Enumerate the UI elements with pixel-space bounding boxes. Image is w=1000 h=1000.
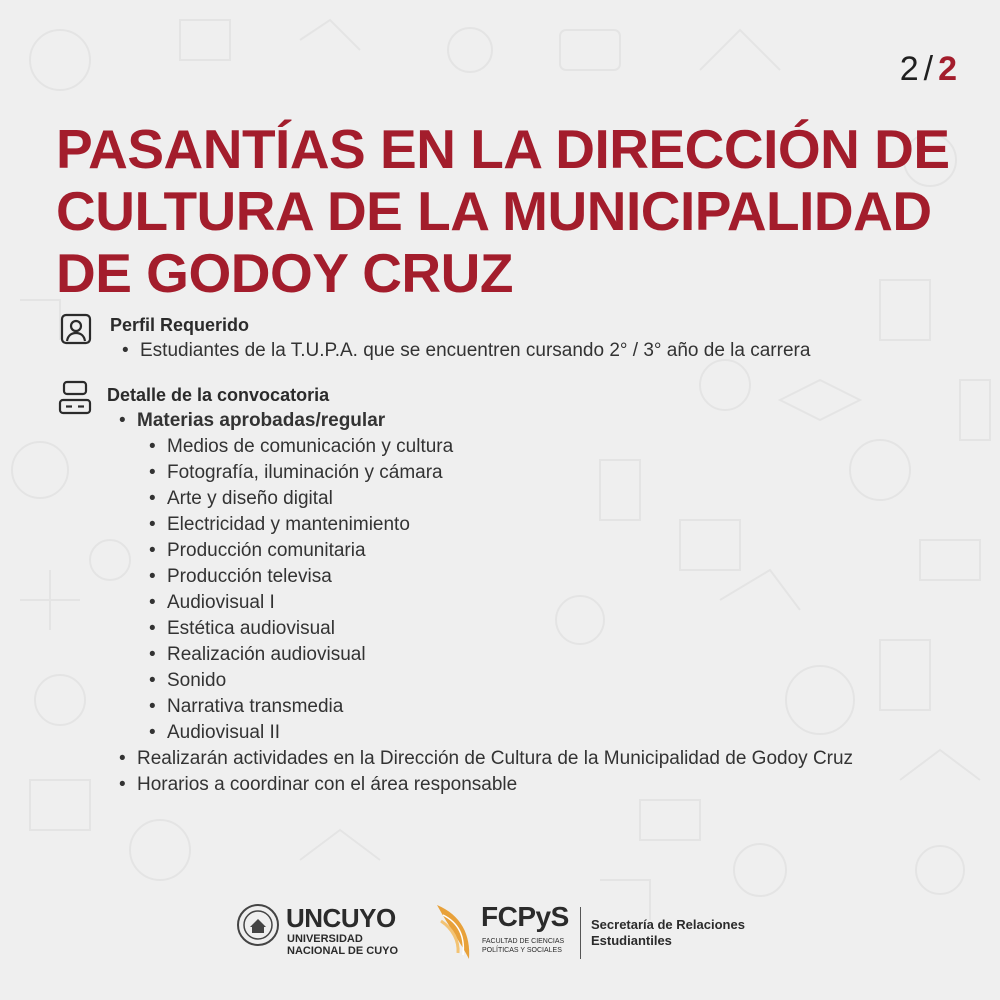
subject-item: • Realización audiovisual xyxy=(167,642,897,668)
uncuyo-subtitle: UNIVERSIDAD NACIONAL DE CUYO xyxy=(287,933,399,957)
uncuyo-name: UNCUYO xyxy=(286,903,396,933)
details-item: • Realizarán actividades en la Dirección de Cultura de la Municipalidad de Godoy Cruz xyxy=(137,746,897,772)
fcpys-name: FCPyS xyxy=(481,901,569,932)
profile-heading: Perfil Requerido xyxy=(110,315,250,335)
page-total: 2 xyxy=(938,50,958,88)
subject-item: • Audiovisual I xyxy=(167,590,897,616)
fcpys-subtitle: FACULTAD DE CIENCIAS POLÍTICAS Y SOCIALES xyxy=(482,938,565,954)
fcpys-logo-icon xyxy=(433,901,475,961)
user-profile-icon xyxy=(60,313,92,345)
subjects-list xyxy=(167,434,897,746)
subject-item: • Fotografía, iluminación y cámara xyxy=(167,460,897,486)
page-indicator xyxy=(900,50,958,89)
subject-item: • Arte y diseño digital xyxy=(167,486,897,512)
subject-item: • Producción comunitaria xyxy=(167,538,897,564)
details-item: • Horarios a coordinar con el área responsable xyxy=(137,772,897,798)
details-heading: Detalle de la convocatoria xyxy=(107,385,330,405)
page-current: 2 xyxy=(899,50,920,88)
subject-item: • Medios de comunicación y cultura xyxy=(167,434,897,460)
profile-list xyxy=(140,338,940,364)
subject-item: • Producción televisa xyxy=(167,564,897,590)
subjects-item xyxy=(137,408,897,746)
subject-item: • Sonido xyxy=(167,668,897,694)
footer-divider xyxy=(580,907,581,959)
page-title: PASANTÍAS EN LA DIRECCIÓN DE CULTURA DE LA MUNICIPALIDAD DE GODOY CRUZ xyxy=(56,118,950,304)
subjects-label: Materias aprobadas/regular xyxy=(137,410,386,431)
subject-item: • Narrativa transmedia xyxy=(167,694,897,720)
computer-icon xyxy=(58,380,92,416)
details-list xyxy=(137,408,897,798)
uncuyo-seal-icon xyxy=(236,903,280,947)
profile-item: • Estudiantes de la T.U.P.A. que se encuentren cursando 2° / 3° año de la carrera xyxy=(140,338,940,364)
secretaria-text: Secretaría de Relaciones Estudiantiles xyxy=(591,917,745,948)
subject-item: • Electricidad y mantenimiento xyxy=(167,512,897,538)
page-separator: / xyxy=(923,50,935,88)
subject-item: • Audiovisual II xyxy=(167,720,897,746)
subject-item: • Estética audiovisual xyxy=(167,616,897,642)
footer-logos xyxy=(0,895,1000,975)
